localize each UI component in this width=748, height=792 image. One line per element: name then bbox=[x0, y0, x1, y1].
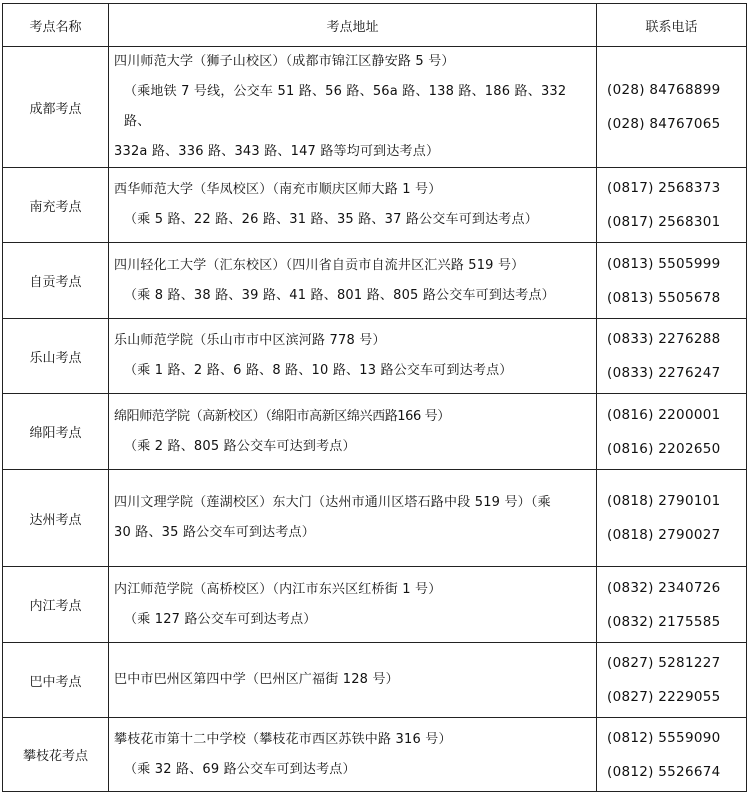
header-name: 考点名称 bbox=[3, 4, 109, 47]
address-line: 四川轻化工大学（汇东校区）（四川省自贡市自流井区汇兴路 519 号） bbox=[114, 257, 525, 273]
header-address: 考点地址 bbox=[109, 4, 597, 47]
phone-number: (028) 84768899 bbox=[607, 82, 721, 98]
site-address bbox=[109, 168, 597, 243]
address-line: （乘 32 路、69 路公交车可到达考点） bbox=[124, 761, 356, 777]
site-phones bbox=[597, 567, 747, 643]
table-row bbox=[3, 718, 747, 792]
site-phones bbox=[597, 319, 747, 394]
address-line: （乘 2 路、805 路公交车可达到考点） bbox=[124, 438, 356, 454]
address-line: （乘 1 路、2 路、6 路、8 路、10 路、13 路公交车可到达考点） bbox=[124, 363, 513, 378]
site-name: 成都考点 bbox=[3, 47, 109, 168]
phone-number: (0833) 2276288 bbox=[607, 331, 721, 347]
site-phones bbox=[597, 168, 747, 243]
address-line: 攀枝花市第十二中学校（攀枝花市西区苏铁中路 316 号） bbox=[114, 731, 452, 747]
phone-number: (0812) 5559090 bbox=[607, 729, 721, 746]
address-line: 绵阳师范学院（高新校区）（绵阳市高新区绵兴西路166 号） bbox=[114, 408, 450, 424]
site-name: 自贡考点 bbox=[3, 243, 109, 319]
phone-number: (0833) 2276247 bbox=[607, 365, 721, 381]
table-row bbox=[3, 470, 747, 567]
table-row bbox=[3, 394, 747, 470]
site-name: 攀枝花考点 bbox=[3, 718, 109, 792]
address-line: （乘地铁 7 号线，公交车 51 路、56 路、56a 路、138 路、186 路、332 路、 bbox=[124, 84, 567, 129]
site-phones bbox=[597, 718, 747, 792]
table-row bbox=[3, 319, 747, 394]
site-name: 绵阳考点 bbox=[3, 394, 109, 470]
site-address bbox=[109, 567, 597, 643]
phone-number: (0817) 2568373 bbox=[607, 180, 721, 196]
phone-number: (0812) 5526674 bbox=[607, 763, 721, 780]
header-row bbox=[3, 4, 747, 47]
address-line: （乘 127 路公交车可到达考点） bbox=[124, 611, 317, 627]
site-phones bbox=[597, 47, 747, 168]
site-address bbox=[109, 643, 597, 718]
phone-number: (0827) 2229055 bbox=[607, 689, 721, 705]
phone-number: (0813) 5505678 bbox=[607, 289, 721, 306]
phone-number: (0832) 2175585 bbox=[607, 613, 721, 630]
phone-number: (028) 84767065 bbox=[607, 116, 721, 132]
table-row bbox=[3, 567, 747, 643]
site-address bbox=[109, 470, 597, 567]
address-line: 内江师范学院（高桥校区）（内江市东兴区红桥街 1 号） bbox=[114, 581, 442, 597]
site-address bbox=[109, 47, 597, 168]
phone-number: (0832) 2340726 bbox=[607, 579, 721, 596]
table-row bbox=[3, 643, 747, 718]
phone-number: (0813) 5505999 bbox=[607, 255, 721, 272]
address-line: 西华师范大学（华凤校区）（南充市顺庆区师大路 1 号） bbox=[114, 182, 442, 197]
phone-number: (0817) 2568301 bbox=[607, 214, 721, 230]
phone-number: (0818) 2790027 bbox=[607, 527, 721, 543]
address-line: 四川师范大学（狮子山校区）（成都市锦江区静安路 5 号） bbox=[114, 54, 455, 69]
phone-number: (0818) 2790101 bbox=[607, 493, 721, 509]
phone-number: (0827) 5281227 bbox=[607, 655, 721, 671]
site-phones bbox=[597, 470, 747, 567]
site-name: 南充考点 bbox=[3, 168, 109, 243]
address-line: （乘 5 路、22 路、26 路、31 路、35 路、37 路公交车可到达考点） bbox=[124, 212, 538, 227]
site-address bbox=[109, 319, 597, 394]
address-line: 乐山师范学院（乐山市市中区滨河路 778 号） bbox=[114, 333, 386, 348]
table-row bbox=[3, 243, 747, 319]
address-line: 四川文理学院（莲湖校区）东大门（达州市通川区塔石路中段 519 号）（乘 bbox=[114, 495, 551, 510]
table-row bbox=[3, 47, 747, 168]
site-phones bbox=[597, 394, 747, 470]
site-address bbox=[109, 394, 597, 470]
site-name: 乐山考点 bbox=[3, 319, 109, 394]
address-line: 巴中市巴州区第四中学（巴州区广福街 128 号） bbox=[114, 672, 399, 687]
address-line: 30 路、35 路公交车可到达考点） bbox=[114, 525, 315, 540]
phone-number: (0816) 2202650 bbox=[607, 440, 721, 457]
header-phone: 联系电话 bbox=[597, 4, 747, 47]
address-line: （乘 8 路、38 路、39 路、41 路、801 路、805 路公交车可到达考点） bbox=[124, 287, 555, 303]
table-row bbox=[3, 168, 747, 243]
address-line: 332a 路、336 路、343 路、147 路等均可到达考点） bbox=[114, 144, 440, 159]
phone-number: (0816) 2200001 bbox=[607, 406, 721, 423]
exam-sites-table bbox=[2, 3, 747, 792]
site-phones bbox=[597, 643, 747, 718]
site-address bbox=[109, 243, 597, 319]
site-phones bbox=[597, 243, 747, 319]
site-name: 内江考点 bbox=[3, 567, 109, 643]
site-name: 达州考点 bbox=[3, 470, 109, 567]
site-name: 巴中考点 bbox=[3, 643, 109, 718]
site-address bbox=[109, 718, 597, 792]
